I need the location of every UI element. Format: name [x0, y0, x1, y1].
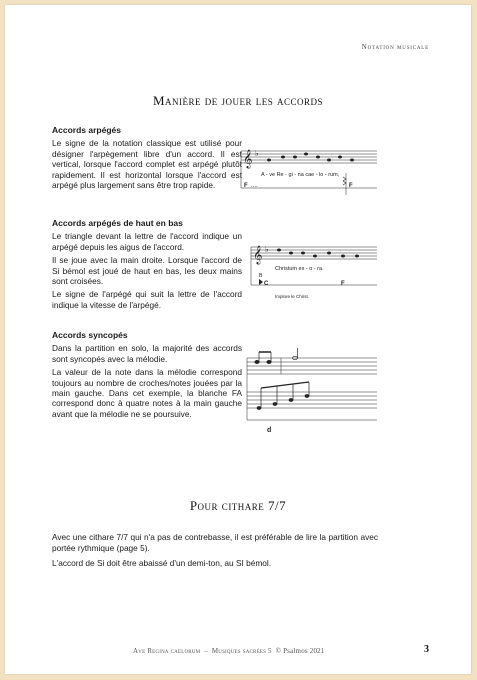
score-example-arpege — [239, 143, 379, 203]
score2-translation: Implore le Christ. — [275, 294, 310, 299]
svg-text:....: .... — [251, 183, 258, 189]
triangle-down-icon — [259, 279, 263, 285]
score1-chord-right: F — [349, 183, 353, 189]
paragraph-haut-bas-2: Il se joue avec la main droite. Lorsque l'accord de Si bémol est joué de haut en bas, les deux mains sont croisées. — [52, 255, 242, 287]
treble-clef-icon: 𝄞 — [243, 151, 253, 168]
section-title-accords: Manière de jouer les accords — [152, 93, 324, 108]
footer-credits — [133, 647, 325, 655]
score-example-syncopes — [245, 348, 379, 438]
score1-chord-left: F — [244, 183, 248, 189]
footer-collection: Musiques sacrées 5 — [211, 647, 272, 655]
page — [5, 5, 471, 674]
paragraph-haut-bas-3: Le signe de l'arpégé qui suit la lettre de l'accord indique la vitesse de l'arpégé. — [52, 289, 242, 310]
paragraph-syncopes-1: Dans la partition en solo, la majorité des accords sont syncopés avec la mélodie. — [52, 343, 242, 364]
block-cithare — [52, 532, 378, 574]
score2-chord-c: C — [264, 281, 269, 287]
running-header: Notation musicale — [361, 43, 429, 51]
footer-separator: – — [204, 647, 208, 655]
footer-copyright: © Psalmos 2021 — [275, 647, 325, 655]
score-example-haut-bas — [249, 237, 379, 301]
heading-accords-haut-bas: Accords arpégés de haut en bas — [52, 218, 183, 228]
paragraph-syncopes-2: La valeur de la note dans la mélodie correspond toujours au nombre de croches/notes jouées par la main gauche. Dans cet exemple, la blanche FA correspond donc à quatre notes à la main gauche avant que la mélodie ne se poursuive. — [52, 367, 242, 419]
flat-sign-icon: ♭ — [265, 245, 269, 254]
treble-clef-icon: 𝄞 — [253, 247, 263, 264]
score1-lyrics: A - ve Re - gi - na cae - lo - rum, — [261, 172, 340, 178]
paragraph-accords-arpeges: Le signe de la notation classique est utilisé pour désigner l'arpègement libre d'un accord. Il est vertical, lorsque l'accord complet est arpégé plutôt rapidement. Il est horizontal lorsque l'accord est arpégé plus largement sans être trop rapide. — [52, 138, 242, 191]
page-number: 3 — [424, 644, 429, 655]
paragraph-haut-bas-1: Le triangle devant la lettre de l'accord indique un arpégé depuis les aigus de l'accord. — [52, 231, 242, 252]
flat-sign-icon: ♭ — [255, 149, 259, 158]
score2-lyrics: Christum ex - o - ra. — [275, 266, 324, 272]
arpeggio-sign-icon — [343, 177, 346, 185]
score2-chord-b: B — [259, 273, 263, 279]
footer-title: Ave Regina caelorum — [133, 647, 201, 655]
score2-chord-f: F — [341, 281, 345, 287]
block-accords-arpeges — [52, 125, 242, 193]
section-title-cithare: Pour cithare 7/7 — [189, 498, 287, 513]
score3-chord: d — [267, 427, 272, 434]
heading-accords-arpeges: Accords arpégés — [52, 125, 121, 135]
paragraph-cithare-1: Avec une cithare 7/7 qui n'a pas de contrebasse, il est préférable de lire la partition avec portée rythmique (page 5). — [52, 532, 378, 553]
block-accords-haut-bas — [52, 218, 242, 313]
block-accords-syncopes — [52, 330, 242, 422]
heading-accords-syncopes: Accords syncopés — [52, 330, 128, 340]
paragraph-cithare-2: L'accord de Si doit être abaissé d'un demi-ton, au SI bémol. — [52, 558, 272, 569]
